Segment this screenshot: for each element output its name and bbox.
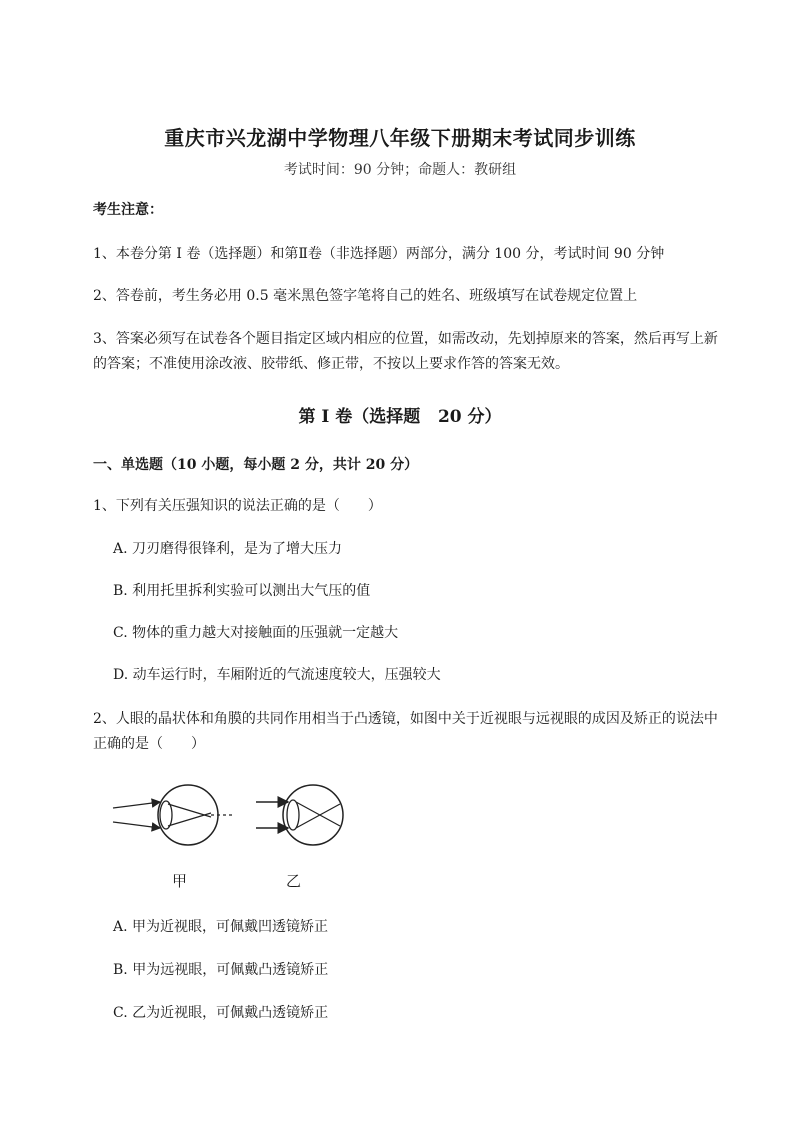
page-title: 重庆市兴龙湖中学物理八年级下册期末考试同步训练 bbox=[164, 126, 636, 150]
refracted-ray-yi-top bbox=[296, 802, 340, 826]
question-2-option-b: B. 甲为远视眼，可佩戴凸透镜矫正 bbox=[113, 962, 329, 978]
notice-item-2: 2、答卷前，考生务必用 0.5 毫米黑色签字笔将自己的姓名、班级填写在试卷规定位置上 bbox=[93, 288, 638, 304]
eyeball-jia bbox=[158, 785, 218, 845]
question-1-option-b: B. 利用托里拆利实验可以测出大气压的值 bbox=[113, 583, 371, 599]
question-2-stem: 2、人眼的晶状体和角膜的共同作用相当于凸透镜，如图中关于近视眼与远视眼的成因及矫正的说法中 bbox=[93, 711, 718, 727]
light-ray-jia-top bbox=[113, 802, 160, 808]
eye-yi bbox=[256, 785, 343, 845]
question-2-option-a: A. 甲为近视眼，可佩戴凹透镜矫正 bbox=[113, 919, 329, 935]
notice-item-1: 1、本卷分第 I 卷（选择题）和第Ⅱ卷（非选择题）两部分，满分 100 分，考试时间 90 分钟 bbox=[93, 246, 665, 262]
eye-jia bbox=[113, 785, 233, 845]
question-1-option-a: A. 刀刃磨得很锋利，是为了增大压力 bbox=[113, 541, 343, 557]
notice-item-3: 3、答案必须写在试卷各个题目指定区域内相应的位置，如需改动，先划掉原来的答案，然后再写上新 bbox=[93, 331, 718, 347]
question-2-stem-continued: 正确的是（ ） bbox=[93, 736, 205, 752]
question-2-option-c: C. 乙为近视眼，可佩戴凸透镜矫正 bbox=[113, 1005, 329, 1021]
figure-label-yi: 乙 bbox=[286, 872, 302, 890]
question-1-option-c: C. 物体的重力越大对接触面的压强就一定越大 bbox=[113, 625, 399, 641]
eye-diagram-figure bbox=[108, 780, 348, 890]
notice-item-3-continued: 的答案；不准使用涂改液、胶带纸、修正带，不按以上要求作答的答案无效。 bbox=[93, 356, 569, 372]
part-heading: 一、单选题（10 小题，每小题 2 分，共计 20 分） bbox=[93, 457, 419, 473]
notice-heading: 考生注意： bbox=[93, 202, 163, 218]
question-1-stem: 1、下列有关压强知识的说法正确的是（ ） bbox=[93, 498, 382, 514]
refracted-ray-jia-bottom bbox=[168, 813, 211, 826]
lens-yi bbox=[287, 800, 299, 830]
refracted-ray-yi-bottom bbox=[296, 804, 340, 828]
section-title: 第 I 卷（选择题 20 分） bbox=[298, 407, 502, 427]
eye-diagram bbox=[108, 780, 348, 860]
question-1-option-d: D. 动车运行时，车厢附近的气流速度较大，压强较大 bbox=[113, 667, 441, 683]
eyeball-yi bbox=[283, 785, 343, 845]
exam-meta: 考试时间：90 分钟；命题人：教研组 bbox=[283, 162, 517, 178]
figure-label-jia: 甲 bbox=[172, 872, 188, 890]
light-ray-jia-bottom bbox=[113, 822, 160, 828]
